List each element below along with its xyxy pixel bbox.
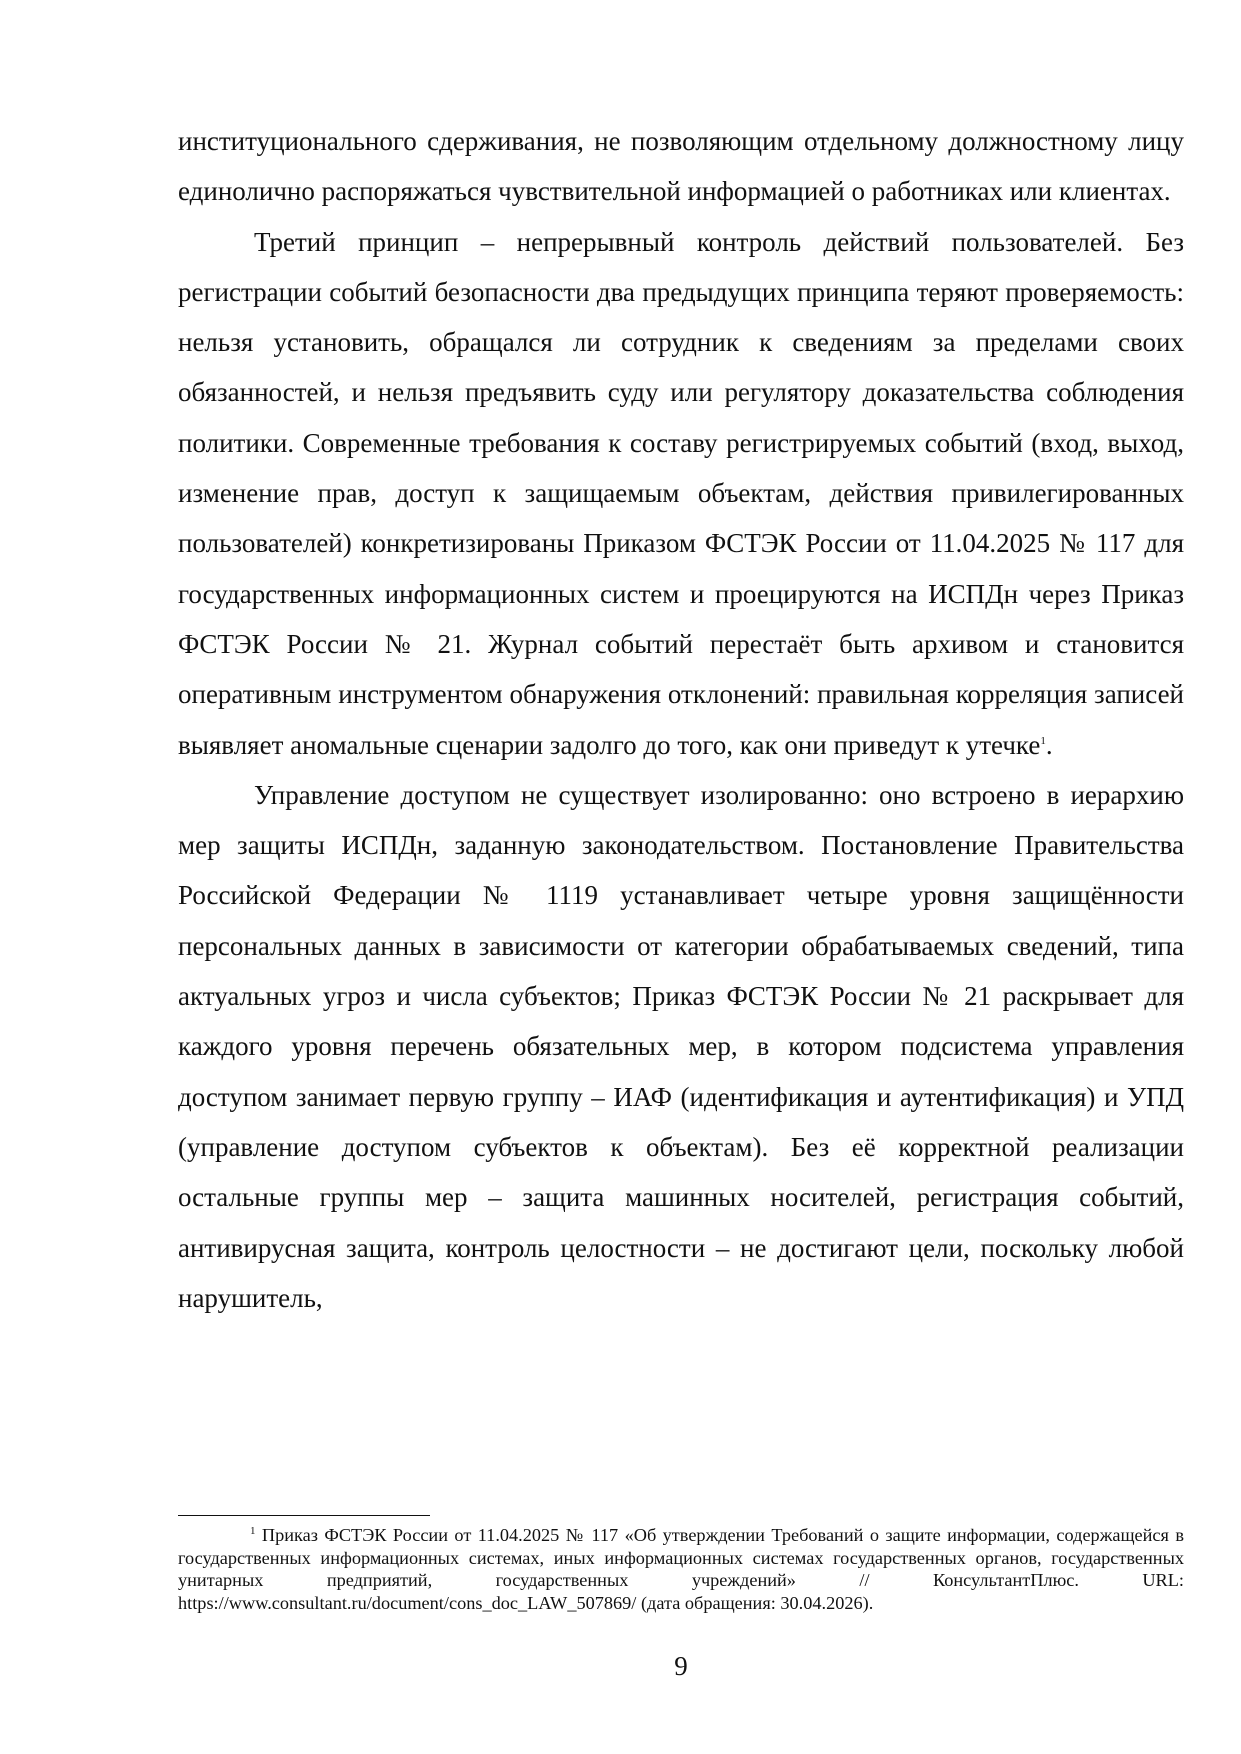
footnote-separator [178, 1515, 430, 1516]
body-text [178, 116, 1184, 1323]
paragraph-3-text: Управление доступом не существует изолированно: оно встроено в иерархию мер защиты ИСПДн, заданную законодательством. Постановление Правительства Российской Федерации № 1119 устанавливает четыре уровня защищённости персональных данных в зависимости от категории обрабатываемых сведений, типа актуальных угроз и числа субъектов; Приказ ФСТЭК России № 21 раскрывает для каждого уровня перечень обязательных мер, в котором подсистема управления доступом занимает первую группу – ИАФ (идентификация и аутентификация) и УПД (управление доступом субъектов к объектам). Без её корректной реализации остальные группы мер – защита машинных носителей, регистрация событий, антивирусная защита, контроль целостности – не достигают цели, поскольку любой нарушитель, [178, 779, 1184, 1313]
footnote-text: Приказ ФСТЭК России от 11.04.2025 № 117 «Об утверждении Требований о защите информации, содержащейся в государственных информационных системах, иных информационных системах государственных органов, государственных унитарных предприятий, государственных учреждений» // КонсультантПлюс. URL: https://www.consultant.ru/document/cons_doc_LAW_507869/ (дата обращения: 30.04.2026). [178, 1525, 1184, 1613]
paragraph-2-text: Третий принцип – непрерывный контроль действий пользователей. Без регистрации событий безопасности два предыдущих принципа теряют проверяемость: нельзя установить, обращался ли сотрудник к сведениям за пределами своих обязанностей, и нельзя предъявить суду или регулятору доказательства соблюдения политики. Современные требования к составу регистрируемых событий (вход, выход, изменение прав, доступ к защищаемым объектам, действия привилегированных пользователей) конкретизированы Приказом ФСТЭК России от 11.04.2025 № 117 для государственных информационных систем и проецируются на ИСПДн через Приказ ФСТЭК России № 21. Журнал событий перестаёт быть архивом и становится оперативным инструментом обнаружения отклонений: правильная корреляция записей выявляет аномальные сценарии задолго до того, как они приведут к утечке [178, 226, 1184, 760]
paragraph-2-end: . [1045, 729, 1053, 760]
footnote-number: 1 [250, 1524, 256, 1537]
footnote [178, 1524, 1184, 1614]
paragraph-1-text: институционального сдерживания, не позволяющим отдельному должностному лицу единолично распоряжаться чувствительной информацией о работниках или клиентах. [178, 126, 1184, 207]
paragraph-2 [178, 217, 1184, 770]
paragraph-1 [178, 116, 1184, 217]
page-number: 9 [674, 1651, 688, 1681]
paragraph-3 [178, 770, 1184, 1323]
footnote-reference[interactable]: 1 [1040, 734, 1046, 747]
